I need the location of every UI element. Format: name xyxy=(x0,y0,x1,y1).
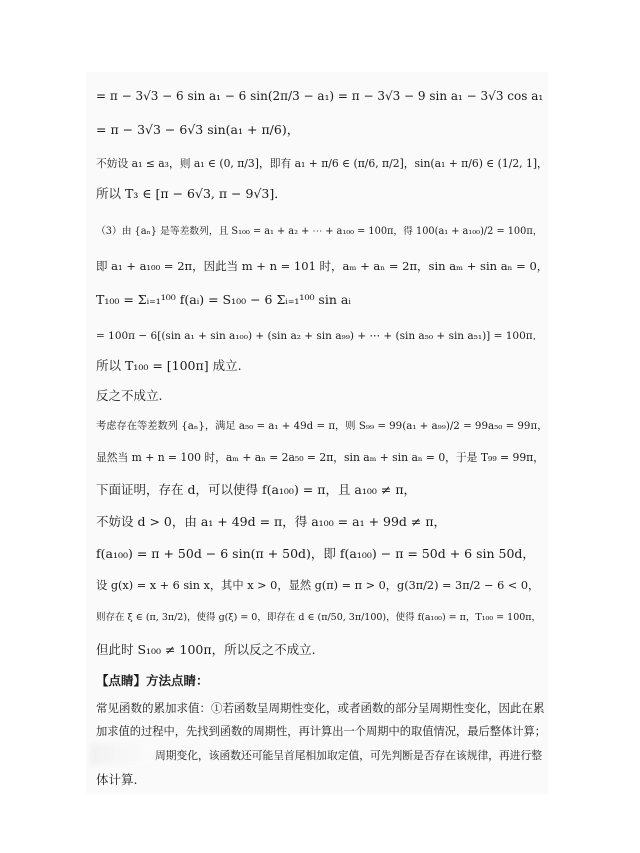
text-line: T₁₀₀ = Σᵢ₌₁¹⁰⁰ f(aᵢ) = S₁₀₀ − 6 Σᵢ₌₁¹⁰⁰ sin aᵢ xyxy=(96,292,351,307)
text-line: 下面证明，存在 d，可以使得 f(a₁₀₀) = π，且 a₁₀₀ ≠ π， xyxy=(96,482,417,497)
text-line: 所以 T₃ ∈ [π − 6√3, π − 9√3]． xyxy=(96,186,287,201)
text-line: 考虑存在等差数列 {aₙ}，满足 a₅₀ = a₁ + 49d = π，则 S₉₉ = 99(a₁ + a₉₉)/2 = 99a₅₀ = 99π， xyxy=(96,420,548,432)
text-line: 周期变化，该函数还可能呈首尾相加取定值，可先判断是否存在该规律，再进行整 xyxy=(155,749,543,762)
text-line: 不妨设 d > 0，由 a₁ + 49d = π，得 a₁₀₀ = a₁ + 99d ≠ π， xyxy=(96,514,447,529)
text-line: 则存在 ξ ∈ (π, 3π/2)，使得 g(ξ) = 0，即存在 d ∈ (π/50, 3π/100)，使得 f(a₁₀₀) = π，T₁₀₀ = 100π， xyxy=(96,612,542,623)
tip-heading: 【点睛】方法点睛： xyxy=(96,673,209,688)
text-line: 显然当 m + n = 100 时，aₘ + aₙ = 2a₅₀ = 2π，sin aₘ + sin aₙ = 0，于是 T₉₉ = 99π， xyxy=(96,451,544,464)
text-line: 所以 T₁₀₀ = [100π] 成立. xyxy=(96,358,242,373)
text-line: （3）由 {aₙ} 是等差数列，且 S₁₀₀ = a₁ + a₂ + ⋯ + a₁₀₀ = 100π，得 100(a₁ + a₁₀₀)/2 = 100π， xyxy=(96,226,543,237)
text-line: 加求值的过程中，先找到函数的周期性，再计算出一个周期中的取值情况，最后整体计算； xyxy=(96,725,547,738)
text-line: 反之不成立. xyxy=(96,388,163,403)
text-line: f(a₁₀₀) = π + 50d − 6 sin(π + 50d)，即 f(a₁₀₀) − π = 50d + 6 sin 50d， xyxy=(96,546,535,561)
text-line: 但此时 S₁₀₀ ≠ 100π，所以反之不成立. xyxy=(96,642,316,657)
text-line: 体计算. xyxy=(96,772,138,787)
text-line: = π − 3√3 − 6 sin a₁ − 6 sin(2π/3 − a₁) = π − 3√3 − 9 sin a₁ − 3√3 cos a₁ xyxy=(96,89,544,103)
text-line: = π − 3√3 − 6√3 sin(a₁ + π/6)， xyxy=(96,122,300,137)
text-line: 不妨设 a₁ ≤ a₃，则 a₁ ∈ (0, π/3]，即有 a₁ + π/6 ∈ (π/6, π/2]，sin(a₁ + π/6) ∈ (1/2, 1]， xyxy=(96,157,548,170)
text-line: 设 g(x) = x + 6 sin x，其中 x > 0，显然 g(π) = π > 0，g(3π/2) = 3π/2 − 6 < 0， xyxy=(96,579,540,592)
blurred-region xyxy=(90,743,152,765)
text-line: 即 a₁ + a₁₀₀ = 2π，因此当 m + n = 101 时，aₘ + aₙ = 2π，sin aₘ + sin aₙ = 0， xyxy=(96,259,549,273)
text-line: 常见函数的累加求值：①若函数呈周期性变化，或者函数的部分呈周期性变化，因此在累 xyxy=(96,701,545,715)
text-line: = 100π − 6[(sin a₁ + sin a₁₀₀) + (sin a₂ + sin a₉₉) + ⋯ + (sin a₅₀ + sin a₅₁)] = 100π． xyxy=(96,330,544,342)
